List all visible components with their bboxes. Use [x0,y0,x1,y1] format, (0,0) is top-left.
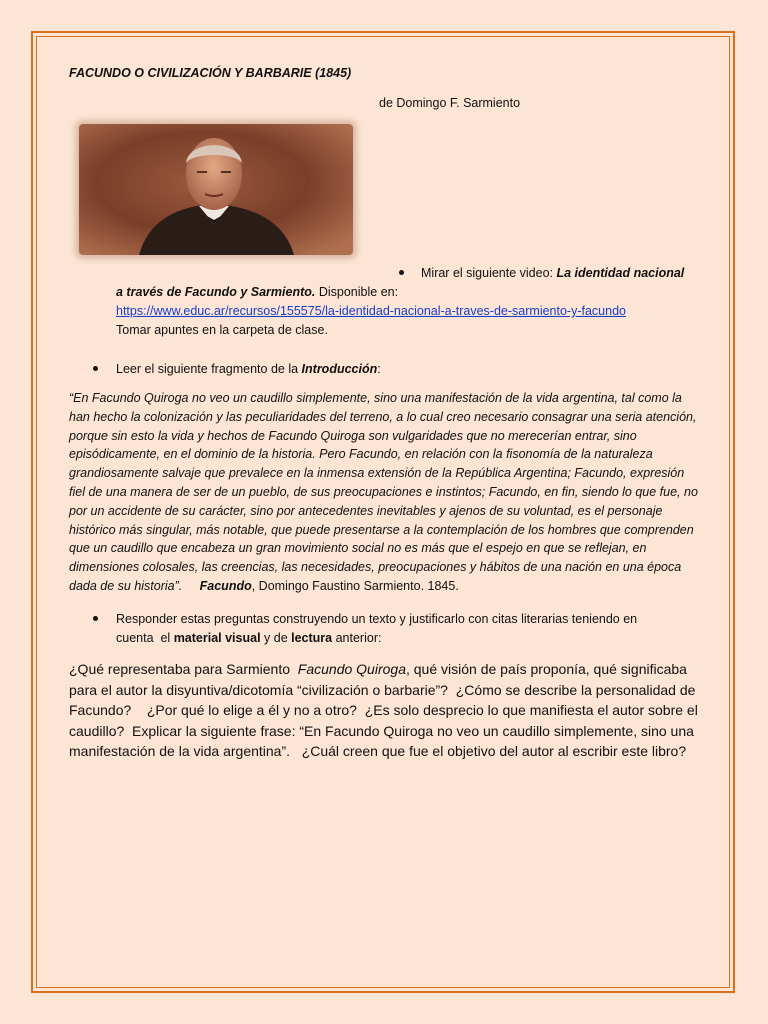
quote-source-title: Facundo [199,578,252,593]
bullet-dot [399,270,404,275]
facundo-quote [69,389,701,596]
sarmiento-portrait-image [79,124,353,255]
quote-text: “En Facundo Quiroga no veo un caudillo simplemente, sino una manifestación de la vida argentina, tal como la han hecho la colonización y las peculiaridades del terreno, a lo cual creo necesario consagrar una seria atención, porque sin esto la vida y hechos de Facundo Quiroga son vulgaridades que no merecerían entrar, sino episódicamente, en el dominio de la historia. Pero Facundo, en relación con la fisonomía de la naturaleza grandiosamente salvaje que prevalece en la inmensa extensión de la República Argentina; Facundo, expresión fiel de una manera de ser de un pueblo, de sus preocupaciones e instintos; Facundo, en fin, siendo lo que fue, no por un accidente de su carácter, sino por antecedentes inevitables y ajenos de su voluntad, es el personaje histórico más singular, más notable, que puede presentarse a la contemplación de los hombres que comprenden que un caudillo que encabeza un gran movimiento social no es más que el espejo en que se reflejan, en dimensiones colosales, las creencias, las necesidades, preocupaciones y hábitos de una nación en una época dada de su historia”. [69,391,698,593]
author-line: de Domingo F. Sarmiento [379,96,521,110]
video-instruction: Mirar el siguiente video: La identidad nacional [421,266,685,280]
material-visual-label: material visual [173,631,261,645]
video-title-part-1: La identidad nacional [556,266,685,280]
introduction-label: Introducción [301,362,378,376]
answer-instruction-line1: Responder estas preguntas construyendo un texto y justificarlo con citas literarias teniendo en [116,612,638,626]
facundo-quiroga-italic: Facundo Quiroga [297,661,406,677]
questions-paragraph: ¿Qué representaba para Sarmiento Facundo Quiroga, qué visión de país proponía, qué significaba para el autor la disyuntiva/dicotomía “civilización o barbarie”? ¿Cómo se describe la personalidad de Facundo? ¿Por qué lo elige a él y no a otro? ¿Es solo desprecio lo que manifiesta el autor sobre el caudillo? Explicar la siguiente frase: “En Facundo Quiroga no veo un caudillo simplemente, sino una manifestación de la vida argentina”. ¿Cuál creen que fue el objetivo del autor al escribir este libro? [69,661,702,759]
bullet-dot [93,616,98,621]
video-instruction-cont: a través de Facundo y Sarmiento. Disponible en: [116,285,399,299]
quote-source: , Domingo Faustino Sarmiento. 1845. [251,578,459,593]
video-title-part-2: a través de Facundo y Sarmiento. [116,285,316,299]
video-link-line [116,302,626,321]
read-instruction: Leer el siguiente fragmento de la Introducción: [116,362,381,376]
document-title: FACUNDO O CIVILIZACIÓN Y BARBARIE (1845) [69,66,352,80]
answer-instruction-line2: cuenta el material visual y de lectura anterior: [116,631,382,645]
notes-instruction: Tomar apuntes en la carpeta de clase. [116,323,328,337]
lectura-label: lectura [291,631,333,645]
video-link[interactable]: https://www.educ.ar/recursos/155575/la-identidad-nacional-a-traves-de-sarmiento-y-facundo [116,304,626,318]
bullet-dot [93,366,98,371]
